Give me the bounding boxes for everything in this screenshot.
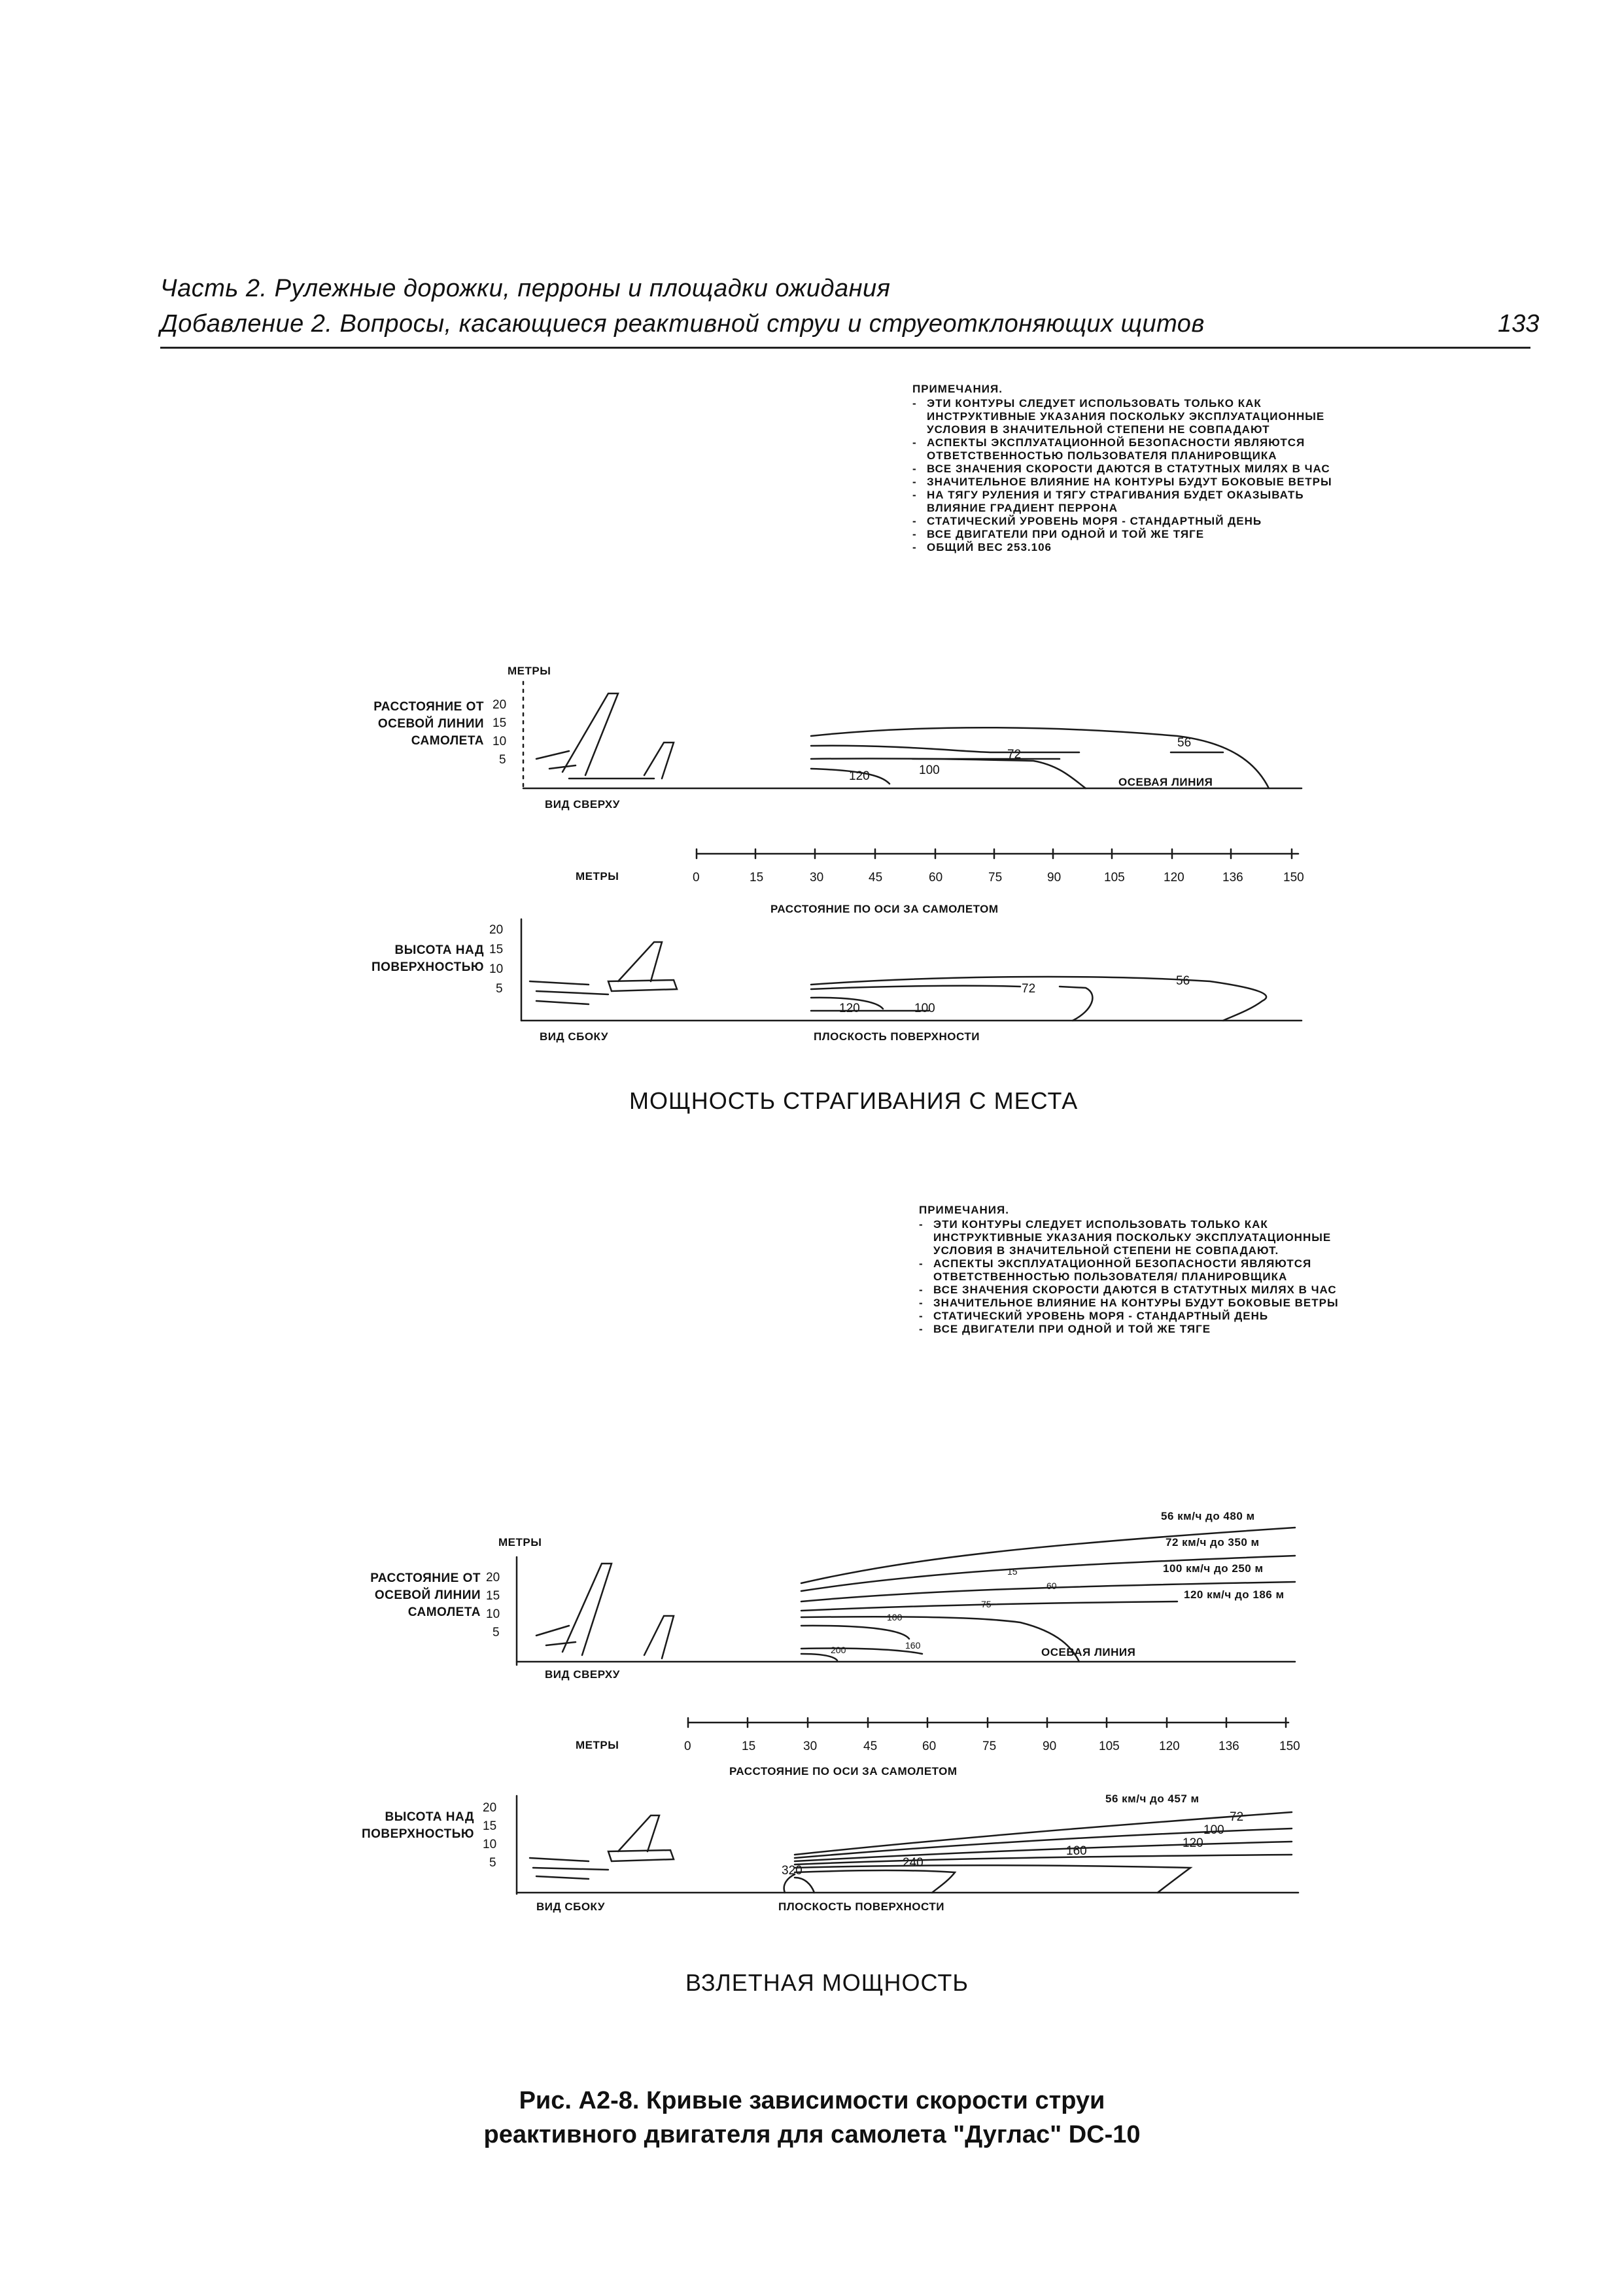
note-item: - АСПЕКТЫ ЭКСПЛУАТАЦИОННОЙ БЕЗОПАСНОСТИ ЯВЛЯЮТСЯ ОТВЕТСТВЕННОСТЬЮ ПОЛЬЗОВАТЕЛЯ ПЛАНИРОВЩИКА [912, 436, 1338, 463]
x-tick: 60 [922, 1740, 937, 1753]
contour-label: 75 [981, 1599, 992, 1609]
caption-line: Рис. А2-8. Кривые зависимости скорости струи [519, 2087, 1105, 2114]
header-appendix-line: Добавление 2. Вопросы, касающиеся реактивной струи и струеотклоняющих щитов [160, 310, 1205, 338]
contour-label: 60 [1046, 1581, 1057, 1591]
centerline-label: ОСЕВАЯ ЛИНИЯ [1041, 1646, 1136, 1658]
contour-label: 120 [849, 769, 870, 783]
x-units-label: МЕТРЫ [576, 1739, 619, 1751]
diagram1-side-view [521, 919, 1302, 1021]
side-range-label: 56 км/ч до 457 м [1105, 1793, 1200, 1805]
side-tick: 5 [489, 1856, 496, 1870]
x-tick: 15 [742, 1740, 756, 1753]
aircraft-side-icon [530, 1815, 674, 1879]
notes-heading: ПРИМЕЧАНИЯ. [912, 383, 1003, 395]
contour-label: 100 [919, 763, 940, 777]
note-item: - ЭТИ КОНТУРЫ СЛЕДУЕТ ИСПОЛЬЗОВАТЬ ТОЛЬКО КАК ИНСТРУКТИВНЫЕ УКАЗАНИЯ ПОСКОЛЬКУ ЭКСПЛУАТАЦИОННЫЕ УСЛОВИЯ В ЗНАЧИТЕЛЬНОЙ СТЕПЕНИ НЕ СОВПАДАЮТ [912, 397, 1338, 436]
note-item: - ЗНАЧИТЕЛЬНОЕ ВЛИЯНИЕ НА КОНТУРЫ БУДУТ БОКОВЫЕ ВЕТРЫ [919, 1297, 1344, 1310]
diagram1-x-axis [697, 849, 1298, 858]
top-tick: 15 [486, 1589, 500, 1603]
note-item: - ЗНАЧИТЕЛЬНОЕ ВЛИЯНИЕ НА КОНТУРЫ БУДУТ БОКОВЫЕ ВЕТРЫ [912, 476, 1338, 489]
centerline-label: ОСЕВАЯ ЛИНИЯ [1118, 776, 1213, 788]
top-tick: 20 [486, 1571, 500, 1584]
contour-label: 100 [1203, 1823, 1224, 1837]
note-item: - АСПЕКТЫ ЭКСПЛУАТАЦИОННОЙ БЕЗОПАСНОСТИ ЯВЛЯЮТСЯ ОТВЕТСТВЕННОСТЬЮ ПОЛЬЗОВАТЕЛЯ/ ПЛАНИРОВЩИКА [919, 1257, 1344, 1284]
contour-label: 200 [831, 1645, 846, 1655]
side-tick: 20 [483, 1801, 497, 1815]
contour-label: 120 [839, 1002, 860, 1015]
top-tick: 5 [492, 1626, 500, 1639]
contour-label: 15 [1007, 1566, 1018, 1577]
diagram1-title: МОЩНОСТЬ СТРАГИВАНИЯ С МЕСТА [629, 1087, 1079, 1114]
note-item: - ЭТИ КОНТУРЫ СЛЕДУЕТ ИСПОЛЬЗОВАТЬ ТОЛЬКО КАК ИНСТРУКТИВНЫЕ УКАЗАНИЯ ПОСКОЛЬКУ ЭКСПЛУАТАЦИОННЫЕ УСЛОВИЯ В ЗНАЧИТЕЛЬНОЙ СТЕПЕНИ НЕ СОВПАДАЮТ. [919, 1218, 1344, 1257]
surface-label: ПЛОСКОСТЬ ПОВЕРХНОСТИ [778, 1900, 944, 1913]
top-tick: 15 [492, 716, 507, 730]
diagram2-side-view [517, 1796, 1298, 1894]
x-tick: 105 [1104, 871, 1125, 884]
x-tick: 75 [988, 871, 1003, 884]
contour-label: 72 [1007, 748, 1022, 761]
x-tick: 60 [929, 871, 943, 884]
note-item: - ВСЕ ЗНАЧЕНИЯ СКОРОСТИ ДАЮТСЯ В СТАТУТНЫХ МИЛЯХ В ЧАС [912, 463, 1338, 476]
side-tick: 15 [483, 1819, 497, 1833]
diagram2-top-view [517, 1528, 1295, 1665]
note-item: - СТАТИЧЕСКИЙ УРОВЕНЬ МОРЯ - СТАНДАРТНЫЙ ДЕНЬ [912, 515, 1338, 528]
top-tick: 20 [492, 698, 507, 712]
top-tick: 5 [499, 753, 506, 767]
diagram2-title: ВЗЛЕТНАЯ МОЩНОСТЬ [685, 1969, 969, 1996]
range-label: 100 км/ч до 250 м [1163, 1562, 1264, 1575]
x-tick: 75 [982, 1740, 997, 1753]
side-tick: 20 [489, 923, 504, 937]
side-axis-label: ВЫСОТА НАД ПОВЕРХНОСТЬЮ [371, 943, 484, 974]
contour-label: 160 [905, 1640, 921, 1651]
x-tick: 0 [684, 1740, 691, 1753]
x-tick: 120 [1164, 871, 1184, 884]
x-tick: 120 [1159, 1740, 1180, 1753]
aircraft-top-icon [536, 1564, 674, 1658]
contour-label: 72 [1230, 1810, 1244, 1824]
note-item: - ОБЩИЙ ВЕС 253.106 [912, 541, 1338, 554]
contour-label: 100 [914, 1002, 935, 1015]
top-units-label: МЕТРЫ [508, 665, 551, 677]
x-tick: 150 [1279, 1740, 1300, 1753]
aircraft-top-icon [536, 693, 674, 779]
note-item: - ВСЕ ЗНАЧЕНИЯ СКОРОСТИ ДАЮТСЯ В СТАТУТНЫХ МИЛЯХ В ЧАС [919, 1284, 1344, 1297]
top-axis-label: РАССТОЯНИЕ ОТ ОСЕВОЙ ЛИНИИ САМОЛЕТА [370, 1571, 481, 1619]
contour-label: 160 [1066, 1844, 1087, 1858]
x-tick: 45 [869, 871, 883, 884]
range-label: 120 км/ч до 186 м [1184, 1588, 1285, 1601]
jet-contours [801, 1528, 1295, 1662]
side-view-label: ВИД СБОКУ [536, 1900, 605, 1913]
caption-line: реактивного двигателя для самолета "Дуглас" DC-10 [483, 2121, 1141, 2148]
contour-label: 120 [1183, 1836, 1203, 1850]
contour-label: 100 [887, 1612, 903, 1622]
notes-heading: ПРИМЕЧАНИЯ. [919, 1204, 1009, 1216]
top-axis-label: РАССТОЯНИЕ ОТ ОСЕВОЙ ЛИНИИ САМОЛЕТА [373, 700, 484, 748]
x-axis-label: РАССТОЯНИЕ ПО ОСИ ЗА САМОЛЕТОМ [770, 903, 999, 915]
contour-label: 56 [1177, 736, 1192, 750]
jet-contours [811, 977, 1266, 1021]
x-tick: 136 [1222, 871, 1243, 884]
top-view-label: ВИД СВЕРХУ [545, 1668, 620, 1681]
diagram2-x-axis [688, 1718, 1288, 1727]
side-view-label: ВИД СБОКУ [540, 1030, 608, 1043]
aircraft-side-icon [530, 942, 677, 1004]
x-tick: 90 [1043, 1740, 1057, 1753]
contour-label: 56 [1176, 974, 1190, 988]
x-axis-label: РАССТОЯНИЕ ПО ОСИ ЗА САМОЛЕТОМ [729, 1765, 958, 1777]
note-item: - ВСЕ ДВИГАТЕЛИ ПРИ ОДНОЙ И ТОЙ ЖЕ ТЯГЕ [912, 528, 1338, 541]
x-tick: 15 [750, 871, 764, 884]
contour-label: 240 [903, 1856, 924, 1870]
side-axis-label: ВЫСОТА НАД ПОВЕРХНОСТЬЮ [361, 1810, 474, 1841]
top-tick: 10 [492, 735, 507, 748]
side-tick: 10 [489, 962, 504, 976]
top-tick: 10 [486, 1607, 500, 1621]
note-item: - НА ТЯГУ РУЛЕНИЯ И ТЯГУ СТРАГИВАНИЯ БУДЕТ ОКАЗЫВАТЬ ВЛИЯНИЕ ГРАДИЕНТ ПЕРРОНА [912, 489, 1338, 515]
x-tick: 105 [1099, 1740, 1120, 1753]
x-tick: 0 [693, 871, 700, 884]
range-label: 56 км/ч до 480 м [1161, 1510, 1255, 1522]
x-tick: 30 [803, 1740, 818, 1753]
x-tick: 150 [1283, 871, 1304, 884]
x-tick: 45 [863, 1740, 878, 1753]
side-tick: 15 [489, 943, 504, 956]
diagram1-top-view [523, 682, 1302, 788]
x-tick: 30 [810, 871, 824, 884]
surface-label: ПЛОСКОСТЬ ПОВЕРХНОСТИ [814, 1030, 980, 1043]
contour-label: 72 [1022, 982, 1036, 996]
side-tick: 10 [483, 1838, 497, 1851]
x-units-label: МЕТРЫ [576, 870, 619, 883]
header-part-line: Часть 2. Рулежные дорожки, перроны и площадки ожидания [160, 275, 891, 302]
top-view-label: ВИД СВЕРХУ [545, 798, 620, 811]
x-tick: 136 [1218, 1740, 1239, 1753]
jet-contours [784, 1812, 1292, 1893]
x-tick: 90 [1047, 871, 1062, 884]
jet-contours [811, 727, 1269, 788]
note-item: - ВСЕ ДВИГАТЕЛИ ПРИ ОДНОЙ И ТОЙ ЖЕ ТЯГЕ [919, 1323, 1344, 1336]
note-item: - СТАТИЧЕСКИЙ УРОВЕНЬ МОРЯ - СТАНДАРТНЫЙ ДЕНЬ [919, 1310, 1344, 1323]
contour-label: 320 [782, 1864, 803, 1878]
top-units-label: МЕТРЫ [498, 1536, 542, 1549]
page-number: 133 [1498, 310, 1540, 338]
range-label: 72 км/ч до 350 м [1166, 1536, 1260, 1549]
side-tick: 5 [496, 982, 503, 996]
